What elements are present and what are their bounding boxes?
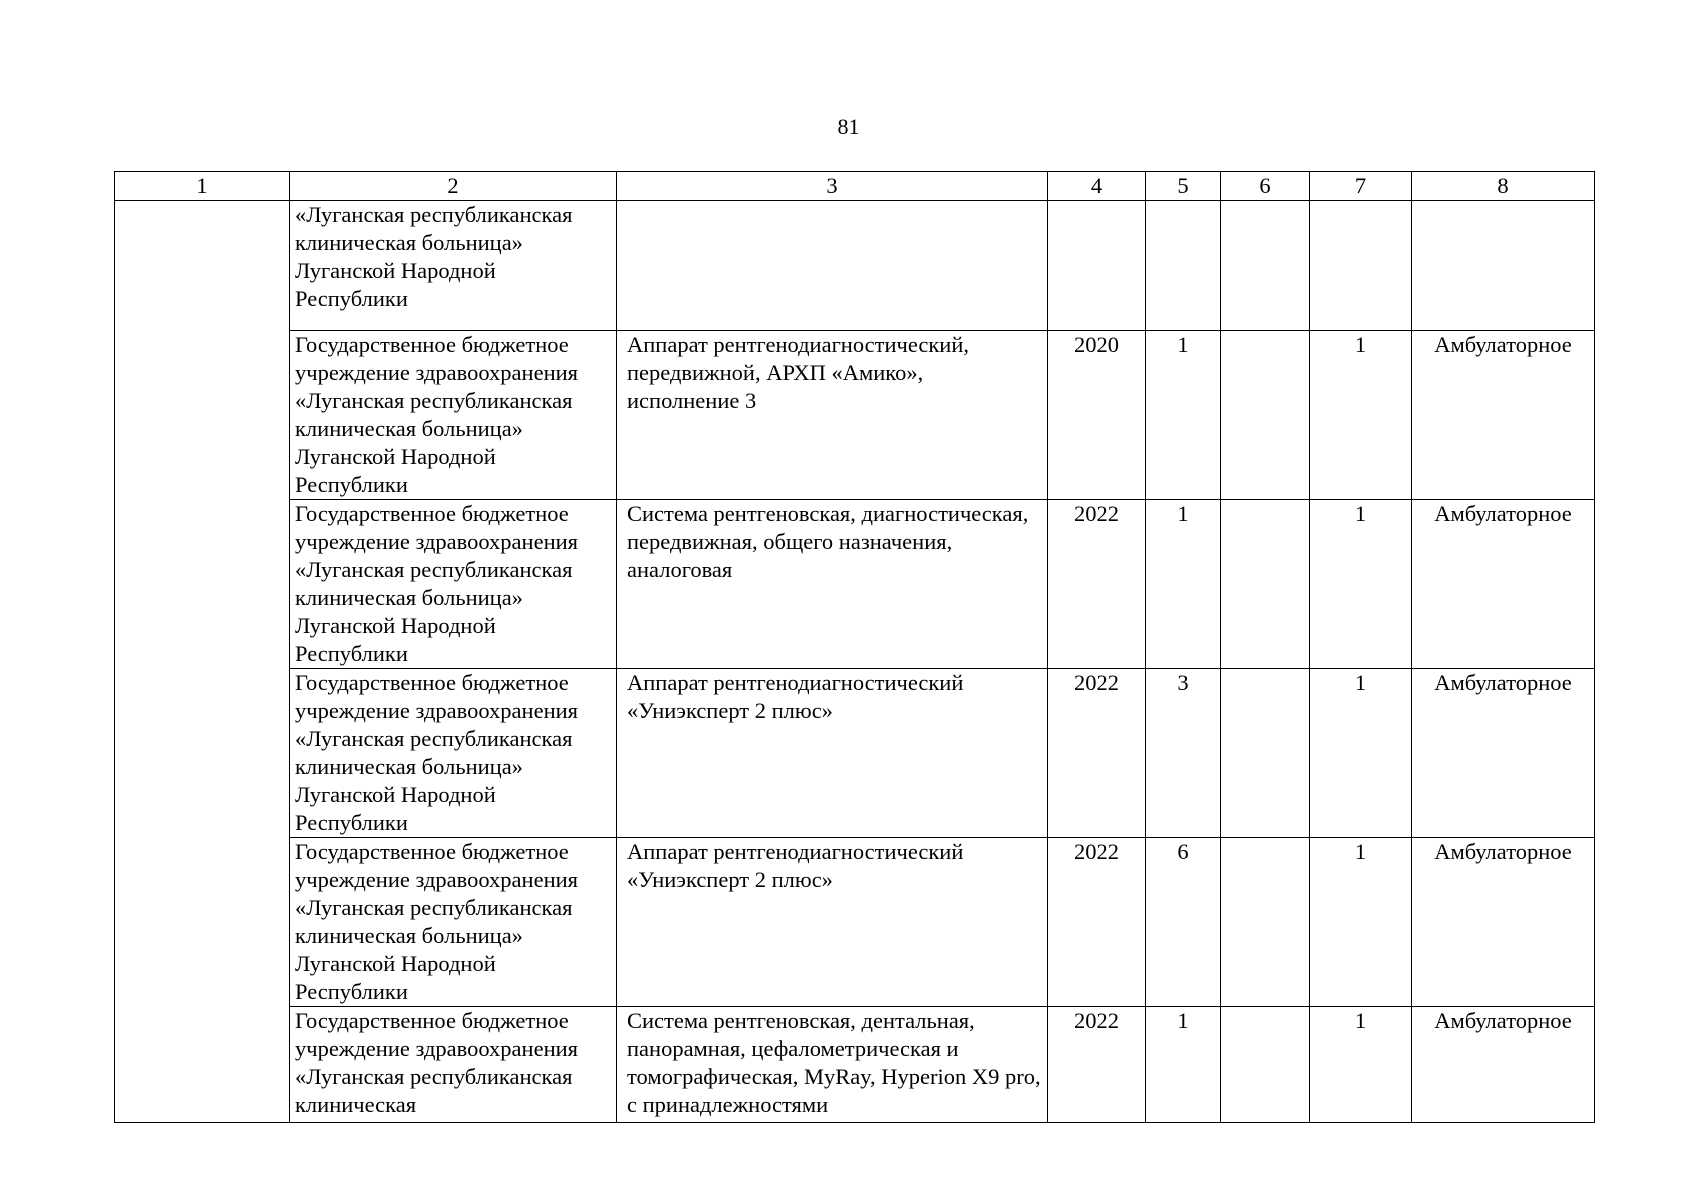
col5-cell: 1 <box>1146 331 1221 500</box>
year-cell: 2022 <box>1048 838 1146 1007</box>
col6-cell <box>1221 201 1310 331</box>
col5-cell: 3 <box>1146 669 1221 838</box>
care-type-cell: Амбулаторное <box>1412 1007 1595 1123</box>
col6-cell <box>1221 838 1310 1007</box>
col7-cell <box>1310 201 1412 331</box>
table-row <box>115 669 1595 838</box>
care-type-cell: Амбулаторное <box>1412 669 1595 838</box>
header-cell: 5 <box>1146 172 1221 201</box>
table-row <box>115 201 1595 331</box>
col5-cell: 1 <box>1146 1007 1221 1123</box>
number-cell <box>115 201 290 331</box>
header-cell: 7 <box>1310 172 1412 201</box>
equipment-cell: Аппарат рентгенодиагностический, передвижной, АРХП «Амико», исполнение 3 <box>617 331 1048 500</box>
care-type-cell: Амбулаторное <box>1412 838 1595 1007</box>
equipment-cell: Система рентгеновская, диагностическая, передвижная, общего назначения, аналоговая <box>617 500 1048 669</box>
header-row <box>115 172 1595 201</box>
header-cell: 3 <box>617 172 1048 201</box>
year-cell: 2022 <box>1048 500 1146 669</box>
equipment-cell: Система рентгеновская, дентальная, панорамная, цефалометрическая и томографическая, MyRay, Hyperion X9 pro, с принадлежностями <box>617 1007 1048 1123</box>
header-cell: 1 <box>115 172 290 201</box>
col6-cell <box>1221 500 1310 669</box>
organization-cell: Государственное бюджетное учреждение здравоохранения «Луганская республиканская клиническая больница» Луганской Народной Республики <box>290 331 617 500</box>
organization-cell: Государственное бюджетное учреждение здравоохранения «Луганская республиканская клиническая больница» Луганской Народной Республики <box>290 838 617 1007</box>
equipment-table <box>114 171 1595 1123</box>
year-cell: 2022 <box>1048 669 1146 838</box>
header-cell: 8 <box>1412 172 1595 201</box>
equipment-cell: Аппарат рентгенодиагностический «Униэксперт 2 плюс» <box>617 838 1048 1007</box>
col5-cell: 6 <box>1146 838 1221 1007</box>
equipment-cell <box>617 201 1048 331</box>
number-cell <box>115 500 290 669</box>
organization-cell: Государственное бюджетное учреждение здравоохранения «Луганская республиканская клиническая <box>290 1007 617 1123</box>
col6-cell <box>1221 669 1310 838</box>
year-cell <box>1048 201 1146 331</box>
col7-cell: 1 <box>1310 669 1412 838</box>
table-row <box>115 331 1595 500</box>
number-cell <box>115 331 290 500</box>
table-row <box>115 1007 1595 1123</box>
page-number: 81 <box>837 114 860 139</box>
year-cell: 2022 <box>1048 1007 1146 1123</box>
care-type-cell <box>1412 201 1595 331</box>
number-cell <box>115 1007 290 1123</box>
number-cell <box>115 838 290 1007</box>
number-cell <box>115 669 290 838</box>
header-cell: 2 <box>290 172 617 201</box>
col5-cell <box>1146 201 1221 331</box>
care-type-cell: Амбулаторное <box>1412 331 1595 500</box>
col6-cell <box>1221 1007 1310 1123</box>
col5-cell: 1 <box>1146 500 1221 669</box>
organization-cell: Государственное бюджетное учреждение здравоохранения «Луганская республиканская клиническая больница» Луганской Народной Республики <box>290 500 617 669</box>
header-cell: 4 <box>1048 172 1146 201</box>
col7-cell: 1 <box>1310 500 1412 669</box>
table-row <box>115 500 1595 669</box>
organization-cell: «Луганская республиканская клиническая больница» Луганской Народной Республики <box>290 201 617 331</box>
table-row <box>115 838 1595 1007</box>
care-type-cell: Амбулаторное <box>1412 500 1595 669</box>
col7-cell: 1 <box>1310 1007 1412 1123</box>
col7-cell: 1 <box>1310 331 1412 500</box>
col7-cell: 1 <box>1310 838 1412 1007</box>
organization-cell: Государственное бюджетное учреждение здравоохранения «Луганская республиканская клиническая больница» Луганской Народной Республики <box>290 669 617 838</box>
year-cell: 2020 <box>1048 331 1146 500</box>
header-cell: 6 <box>1221 172 1310 201</box>
col6-cell <box>1221 331 1310 500</box>
equipment-cell: Аппарат рентгенодиагностический «Униэксперт 2 плюс» <box>617 669 1048 838</box>
